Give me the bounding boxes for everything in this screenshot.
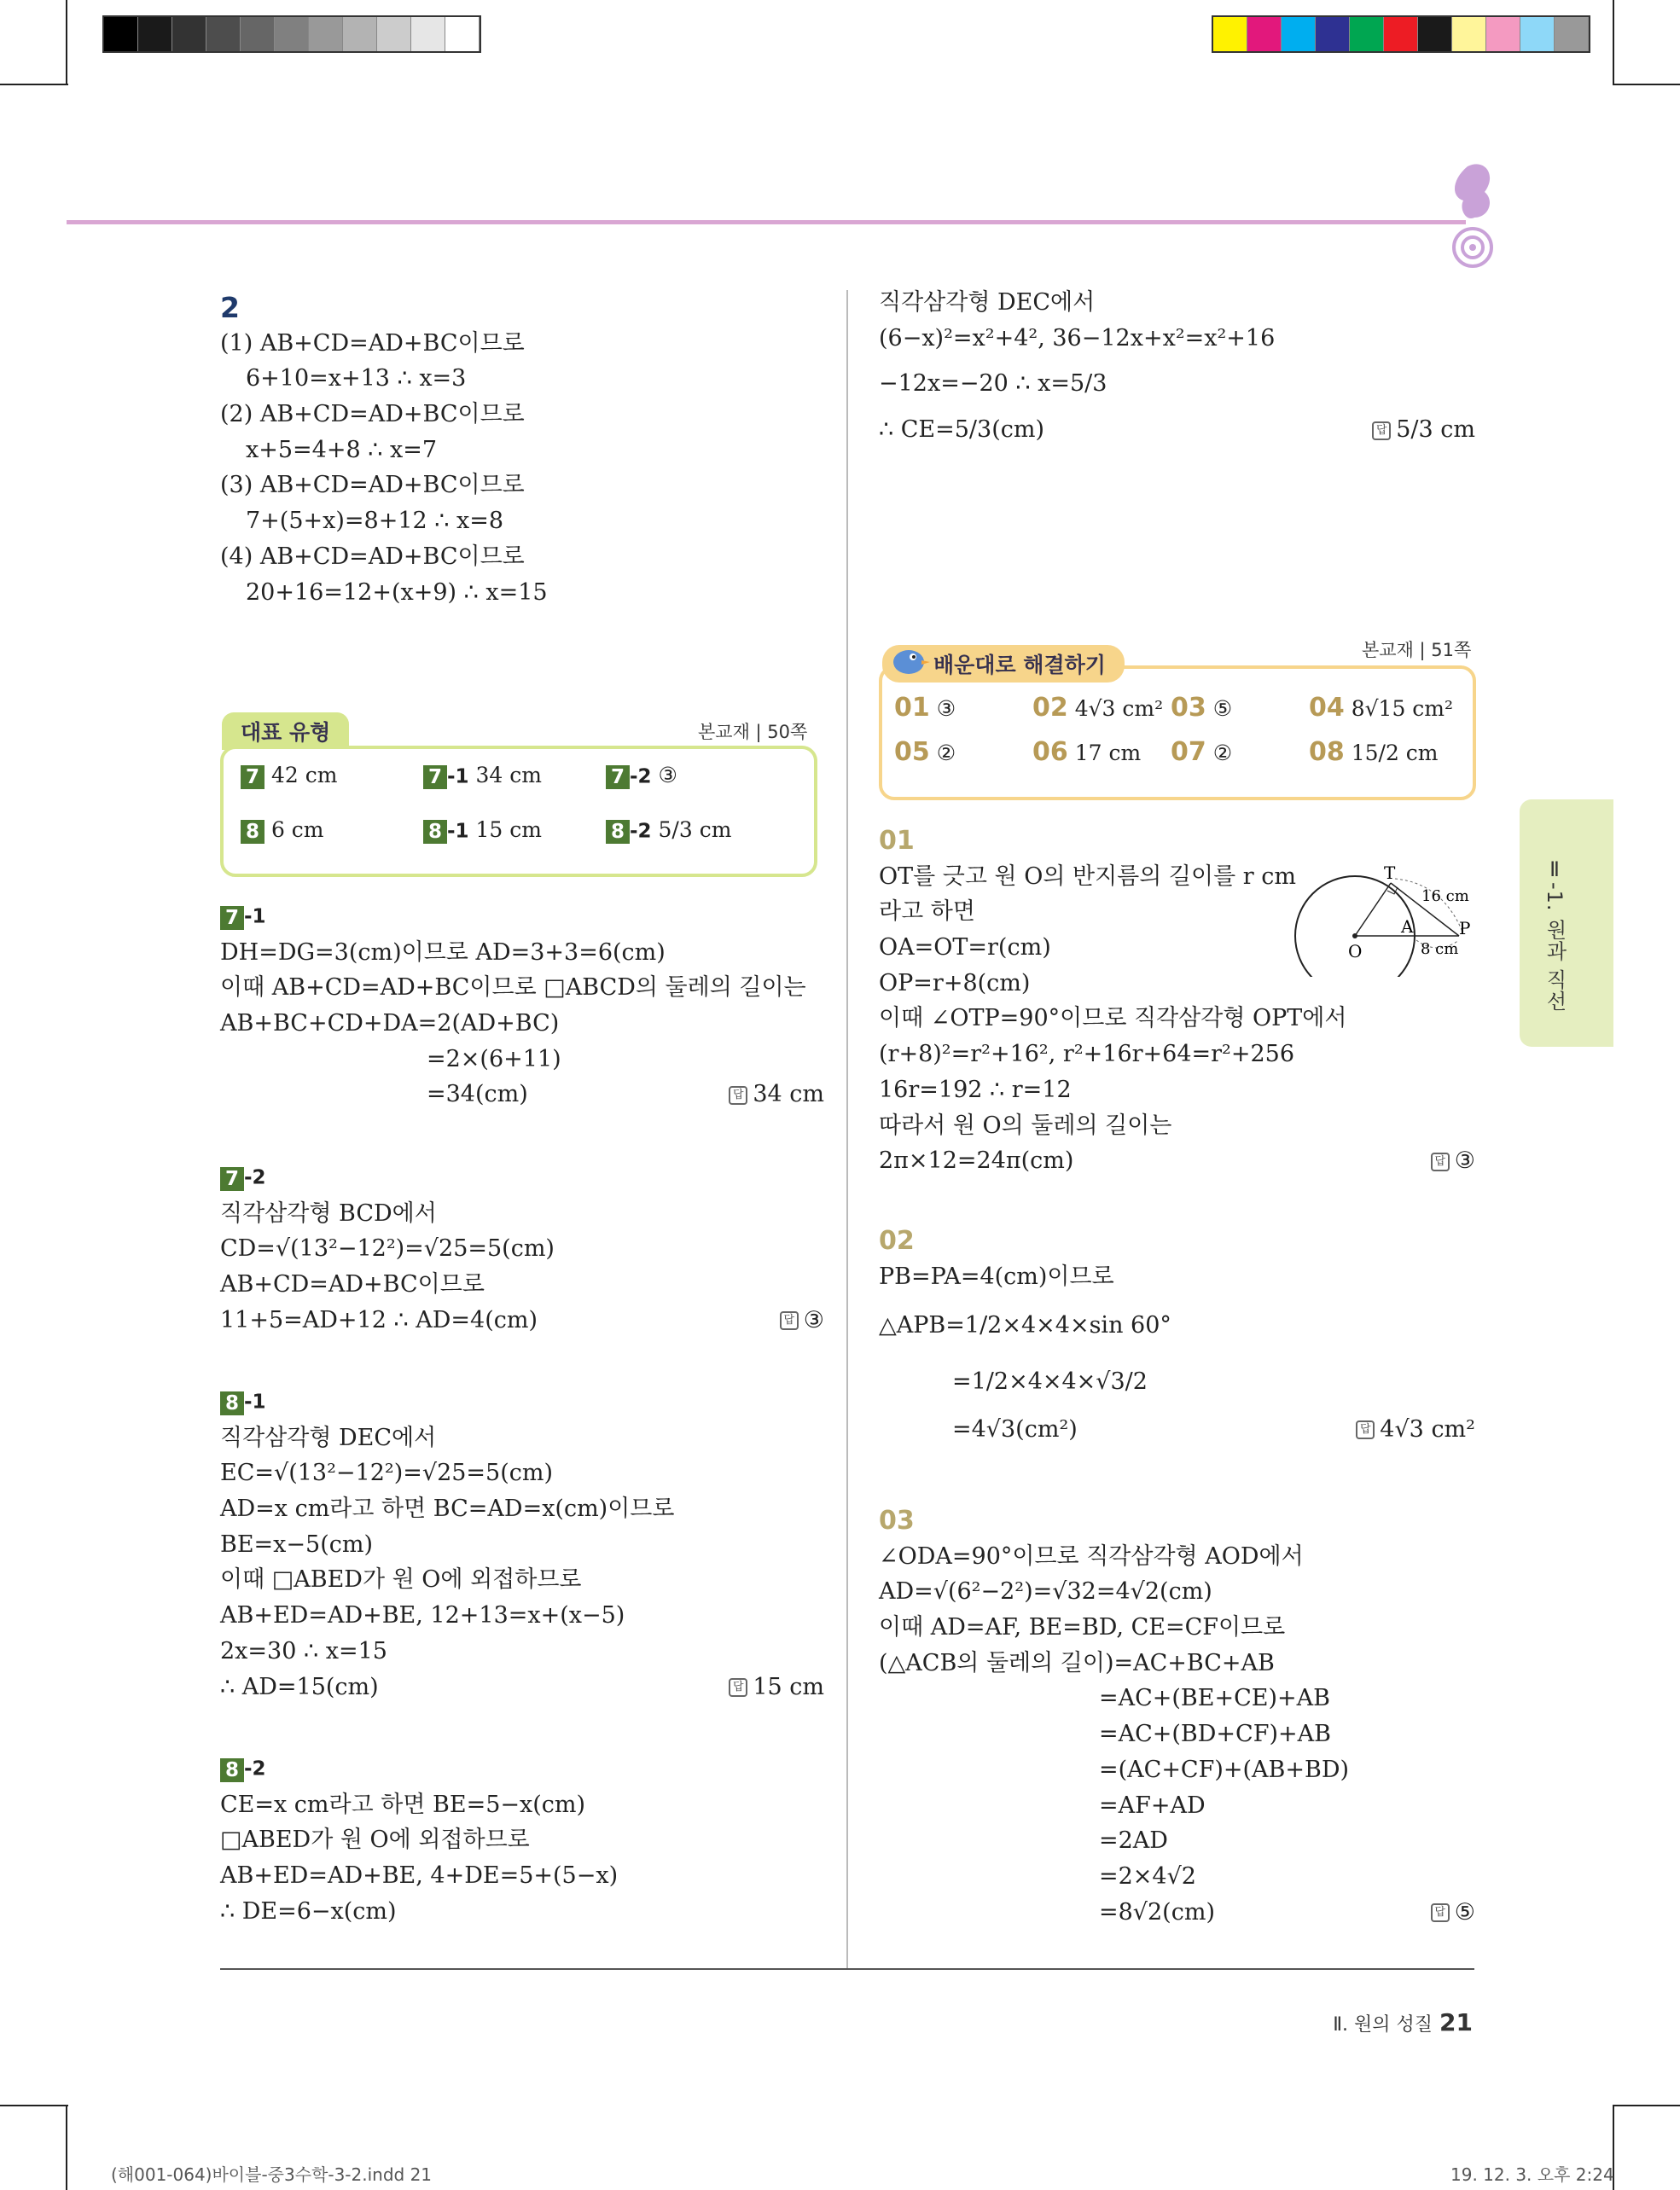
solution-7-1 <box>220 899 824 1112</box>
answer-value: 17 cm <box>1074 741 1142 765</box>
crop-mark <box>66 2105 67 2190</box>
solution-03 <box>879 1503 1475 1930</box>
gray-swatch <box>411 17 445 51</box>
problem-tag: 7 <box>606 765 630 789</box>
solution-line <box>879 1143 1475 1179</box>
solution-line <box>220 1670 824 1705</box>
solution-line: 직각삼각형 DEC에서 <box>879 289 1096 316</box>
answer-value: 8√15 cm² <box>1351 696 1454 721</box>
tag-suffix: -2 <box>244 1757 266 1780</box>
rep-answer-item <box>423 763 542 789</box>
solution-line: =AC+(BE+CE)+AB <box>1099 1685 1330 1712</box>
solution-line: =AC+(BD+CF)+AB <box>1099 1721 1331 1748</box>
answer-value: 15 cm <box>475 817 542 842</box>
solution-line: 6+10=x+13 ∴ x=3 <box>246 365 467 392</box>
solution-line: 직각삼각형 DEC에서 <box>220 1424 437 1451</box>
answer-value: 4√3 cm² <box>1074 696 1164 721</box>
problem-tag: 7 <box>220 1167 244 1191</box>
crop-mark <box>1613 0 1614 85</box>
answer-value: ② <box>936 741 956 765</box>
solution-line: AB+ED=AD+BE, 12+13=x+(x−5) <box>220 1602 625 1629</box>
color-swatch <box>1520 17 1555 51</box>
answer-mark-icon: 답 <box>780 1311 799 1330</box>
crop-mark <box>66 0 67 85</box>
learn-answer-item <box>1309 737 1439 767</box>
page-section: Ⅱ. 원의 성질 <box>1333 2014 1433 2036</box>
color-swatch <box>1486 17 1520 51</box>
header-rule <box>67 220 1466 224</box>
item-number: 07 <box>1171 737 1206 767</box>
answer-value: 5/3 cm <box>658 817 732 842</box>
color-swatch <box>1316 17 1350 51</box>
solution-line: 이때 ∠OTP=90°이므로 직각삼각형 OPT에서 <box>879 1005 1347 1032</box>
rep-answer-item <box>606 763 677 789</box>
solution-line: DH=DG=3(cm)이므로 AD=3+3=6(cm) <box>220 938 666 966</box>
solution-line: AD=√(6²−2²)=√32=4√2(cm) <box>879 1578 1212 1606</box>
answer-value: ③ <box>1454 1147 1475 1175</box>
solution-line: =(AC+CF)+(AB+BD) <box>1099 1756 1350 1783</box>
learn-answer-box <box>879 665 1476 800</box>
grayscale-bar <box>102 15 481 53</box>
solution-line: =AF+AD <box>1099 1792 1206 1819</box>
solution-line: CD=√(13²−12²)=√25=5(cm) <box>220 1235 555 1263</box>
answer-mark-icon: 답 <box>729 1086 747 1105</box>
solution-line: (6−x)²=x²+4², 36−12x+x²=x²+16 <box>879 324 1276 351</box>
answer-value: ③ <box>658 763 677 787</box>
problem-tag: 8 <box>606 820 630 844</box>
answer-value: 34 cm <box>475 763 542 787</box>
rep-answer-box <box>220 746 817 877</box>
answer <box>780 1303 824 1339</box>
answer-value: 5/3 cm <box>1396 416 1475 444</box>
solution-line: (4) AB+CD=AD+BC이므로 <box>220 543 525 570</box>
tag-suffix: -1 <box>447 820 469 843</box>
crop-mark <box>1613 84 1680 85</box>
item-number: 02 <box>1032 693 1068 723</box>
solution-line: =2×4√2 <box>1099 1862 1196 1890</box>
solution-02 <box>879 1223 1475 1447</box>
solution-line: ∠ODA=90°이므로 직각삼각형 AOD에서 <box>879 1542 1304 1570</box>
learn-box-ref: 본교재 | 51쪽 <box>1362 640 1472 660</box>
solution-text: ∴ CE=5/3(cm) <box>879 416 1044 444</box>
learn-answer-item <box>894 693 956 723</box>
color-swatch <box>1213 17 1247 51</box>
solution-line: AD=x cm라고 하면 BC=AD=x(cm)이므로 <box>220 1496 675 1523</box>
item-number: 08 <box>1309 737 1345 767</box>
bottom-rule <box>220 1968 1474 1970</box>
color-swatch <box>1247 17 1282 51</box>
gray-swatch <box>104 17 138 51</box>
learn-answer-item <box>894 737 956 767</box>
tag-suffix: -2 <box>630 765 652 788</box>
tag-suffix: -1 <box>447 765 469 788</box>
solution-8-1 <box>220 1385 824 1705</box>
solution-number: 02 <box>879 1226 915 1256</box>
solution-line: −12x=−20 ∴ x=5/3 <box>879 370 1107 398</box>
solution-line: □ABED가 원 O에 외접하므로 <box>220 1827 530 1854</box>
solution-line: =2AD <box>1099 1827 1168 1855</box>
point-t-label: T <box>1384 863 1396 883</box>
solution-line: (2) AB+CD=AD+BC이므로 <box>220 401 525 428</box>
length-tp-label: 16 cm <box>1421 887 1469 905</box>
problem-tag: 8 <box>220 1758 244 1782</box>
solution-line: △APB=1/2×4×4×sin 60° <box>879 1312 1171 1339</box>
solution-line: 직각삼각형 BCD에서 <box>220 1200 437 1227</box>
answer <box>1356 1412 1475 1448</box>
color-swatch <box>1555 17 1589 51</box>
rep-box-title: 대표 유형 <box>222 712 349 750</box>
tangent-circle-figure <box>1288 862 1480 977</box>
answer-value: ③ <box>803 1306 824 1333</box>
solution-line: 16r=192 ∴ r=12 <box>879 1076 1072 1103</box>
solution-line: (△ACB의 둘레의 길이)=AC+BC+AB <box>879 1649 1275 1676</box>
solution-line: 7+(5+x)=8+12 ∴ x=8 <box>246 508 504 535</box>
problem-tag: 7 <box>241 765 264 789</box>
solution-line: (3) AB+CD=AD+BC이므로 <box>220 472 525 499</box>
solution-line <box>220 1303 824 1339</box>
problem-tag: 7 <box>423 765 447 789</box>
point-p-label: P <box>1459 918 1471 938</box>
color-swatch <box>1452 17 1486 51</box>
bird-mascot-icon <box>887 638 930 679</box>
gray-swatch <box>445 17 480 51</box>
point-o-label: O <box>1348 941 1363 961</box>
flower-ornament-icon <box>1442 158 1502 273</box>
gray-swatch <box>172 17 206 51</box>
section-2 <box>220 290 817 610</box>
solution-7-2 <box>220 1160 824 1338</box>
color-swatch <box>1282 17 1316 51</box>
answer-mark-icon: 답 <box>1372 421 1391 440</box>
learn-answer-item <box>1032 693 1163 723</box>
problem-tag: 7 <box>220 906 244 930</box>
solution-continued <box>879 285 1475 448</box>
problem-tag: 8 <box>241 820 264 844</box>
rep-answer-item <box>241 763 337 789</box>
crop-mark <box>0 2105 68 2106</box>
page-number: 21 <box>1439 2008 1473 2036</box>
learn-answer-item <box>1032 737 1141 767</box>
gray-swatch <box>377 17 411 51</box>
answer-mark-icon: 답 <box>1431 1153 1450 1171</box>
color-bar <box>1212 15 1590 53</box>
solution-8-2 <box>220 1751 817 1929</box>
answer <box>729 1670 824 1705</box>
learn-box-title: 배운대로 해결하기 <box>882 645 1125 683</box>
answer-mark-icon: 답 <box>1356 1420 1375 1439</box>
color-swatch <box>1350 17 1384 51</box>
solution-line: BE=x−5(cm) <box>220 1531 373 1558</box>
solution-line: 이때 □ABED가 원 O에 외접하므로 <box>220 1566 582 1594</box>
answer-value: 15/2 cm <box>1351 741 1439 765</box>
item-number: 06 <box>1032 737 1068 767</box>
crop-mark <box>1613 2105 1680 2106</box>
solution-line: OA=OT=r(cm) <box>879 934 1051 961</box>
footer-date: 19. 12. 3. 오후 2:24 <box>1450 2164 1614 2185</box>
solution-line <box>879 1412 1475 1448</box>
solution-line: (r+8)²=r²+16², r²+16r+64=r²+256 <box>879 1041 1295 1068</box>
color-swatch <box>1418 17 1452 51</box>
solution-line: 2x=30 ∴ x=15 <box>220 1637 387 1664</box>
solution-line: PB=PA=4(cm)이므로 <box>879 1263 1114 1290</box>
answer-value: ② <box>1212 741 1233 765</box>
page-label <box>1333 2008 1473 2036</box>
gray-swatch <box>206 17 241 51</box>
solution-line: =2×(6+11) <box>427 1045 561 1072</box>
answer <box>729 1077 824 1112</box>
solution-line: EC=√(13²−12²)=√25=5(cm) <box>220 1460 554 1487</box>
solution-line: 이때 AB+CD=AD+BC이므로 □ABCD의 둘레의 길이는 <box>220 974 806 1002</box>
answer-value: 4√3 cm² <box>1380 1415 1475 1443</box>
answer-mark-icon: 답 <box>1431 1903 1450 1922</box>
rep-answer-item <box>241 817 324 844</box>
rep-box-ref: 본교재 | 50쪽 <box>698 722 808 742</box>
tag-suffix: -2 <box>630 820 652 843</box>
solution-line: AB+CD=AD+BC이므로 <box>220 1271 485 1298</box>
answer-value: 6 cm <box>270 817 324 842</box>
solution-text: =34(cm) <box>427 1081 528 1108</box>
item-number: 04 <box>1309 693 1345 723</box>
solution-line: 이때 AD=AF, BE=BD, CE=CF이므로 <box>879 1614 1286 1641</box>
solution-line <box>879 1895 1475 1931</box>
footer-file: (해001-064)바이블-중3수학-3-2.indd 21 <box>111 2164 433 2185</box>
solution-line: x+5=4+8 ∴ x=7 <box>246 436 438 463</box>
color-swatch <box>1384 17 1418 51</box>
point-a-label: A <box>1401 916 1414 937</box>
solution-line: AB+ED=AD+BE, 4+DE=5+(5−x) <box>220 1862 619 1890</box>
gray-swatch <box>309 17 343 51</box>
solution-number: 01 <box>879 826 915 856</box>
problem-tag: 8 <box>220 1391 244 1415</box>
answer-value: ⑤ <box>1454 1898 1475 1926</box>
solution-line: OP=r+8(cm) <box>879 969 1031 996</box>
answer-value: 42 cm <box>270 763 338 787</box>
section-number: 2 <box>220 291 240 324</box>
solution-text: 11+5=AD+12 ∴ AD=4(cm) <box>220 1306 538 1333</box>
gray-swatch <box>343 17 377 51</box>
item-number: 01 <box>894 693 930 723</box>
item-number: 05 <box>894 737 930 767</box>
solution-text: =8√2(cm) <box>1099 1898 1215 1926</box>
solution-line: ∴ DE=6−x(cm) <box>220 1897 397 1925</box>
solution-number: 03 <box>879 1506 915 1536</box>
rep-answer-item <box>606 817 731 844</box>
solution-line: 따라서 원 O의 둘레의 길이는 <box>879 1112 1172 1139</box>
gray-swatch <box>275 17 309 51</box>
column-divider <box>846 290 848 1969</box>
solution-line: AB+BC+CD+DA=2(AD+BC) <box>220 1010 560 1037</box>
length-ap-label: 8 cm <box>1421 940 1459 958</box>
solution-line: CE=x cm라고 하면 BE=5−x(cm) <box>220 1791 586 1818</box>
learn-answer-item <box>1171 737 1232 767</box>
answer-value: 15 cm <box>753 1673 824 1700</box>
gray-swatch <box>241 17 275 51</box>
chapter-side-tab-label: Ⅱ-1. 원과 직선 <box>1543 857 1567 1012</box>
answer <box>1431 1143 1475 1179</box>
solution-line: 20+16=12+(x+9) ∴ x=15 <box>246 578 548 606</box>
solution-text: =4√3(cm²) <box>952 1415 1078 1443</box>
item-number: 03 <box>1171 693 1206 723</box>
solution-text: ∴ AD=15(cm) <box>220 1673 379 1700</box>
gray-swatch <box>138 17 172 51</box>
learn-answer-item <box>1309 693 1453 723</box>
answer-mark-icon: 답 <box>729 1678 747 1697</box>
tag-suffix: -1 <box>244 1391 266 1414</box>
solution-line <box>220 1077 824 1112</box>
solution-line: (1) AB+CD=AD+BC이므로 <box>220 329 525 357</box>
answer <box>1431 1895 1475 1931</box>
rep-answer-item <box>423 817 542 844</box>
solution-line: =1/2×4×4×√3/2 <box>952 1368 1148 1396</box>
crop-mark <box>0 84 68 85</box>
answer-value: ③ <box>936 696 956 721</box>
problem-tag: 8 <box>423 820 447 844</box>
answer-value: 34 cm <box>753 1081 824 1108</box>
tag-suffix: -1 <box>244 905 266 928</box>
tag-suffix: -2 <box>244 1166 266 1189</box>
solution-text: 2π×12=24π(cm) <box>879 1147 1074 1175</box>
answer-value: ⑤ <box>1212 696 1233 721</box>
solution-line: OT를 긋고 원 O의 반지름의 길이를 r cm <box>879 863 1296 890</box>
solution-line: 라고 하면 <box>879 898 975 926</box>
learn-answer-item <box>1171 693 1232 723</box>
answer <box>1372 412 1475 448</box>
solution-line <box>879 412 1475 448</box>
